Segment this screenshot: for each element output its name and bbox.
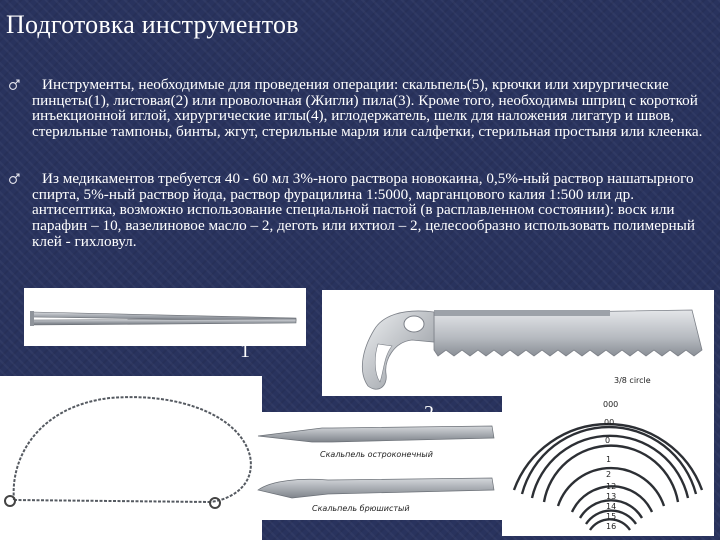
tweezers-image (24, 288, 306, 346)
figure-number-1: 1 (240, 340, 250, 362)
needle-size-label: 1 (606, 455, 612, 464)
needle-size-label: 14 (606, 502, 617, 511)
bullet-icon (8, 79, 20, 91)
bullet-instruments (8, 77, 708, 140)
needle-size-label: 16 (606, 522, 617, 531)
needle-size-label: 0 (605, 436, 611, 445)
scalpel-label-pointed: Скальпель остроконечный (320, 450, 433, 459)
needle-size-label: 2 (606, 470, 612, 479)
bullet-icon (8, 173, 20, 185)
needle-size-label: 13 (606, 492, 617, 501)
needle-size-label: 12 (606, 482, 617, 491)
needle-size-label: 00 (604, 418, 615, 427)
slide-title: Подготовка инструментов (6, 10, 299, 39)
needle-size-label: 15 (606, 512, 617, 521)
tweezers-icon (24, 288, 306, 346)
bullet-text: Из медикаментов требуется 40 - 60 мл 3%-ного раствора новокаина, 0,5%-ный раствор нашатырного спирта, 5%-ный раствор йода, раствор фурацилина 1:5000, марганцового калия 1:500 или др. антисептика, возможно использование специальной пастой (в расплавленном состоянии): воск или парафин – 10, вазелиновое масло – 2, деготь или ихтиол – 2, целесообразно использовать полимерный клей - гихловул. (32, 170, 696, 250)
bullet-medicines (8, 171, 708, 250)
needle-size-label: 000 (603, 400, 619, 409)
bullet-text: Инструменты, необходимые для проведения операции: скальпель(5), крючки или хирургические пинцеты(1), листовая(2) или проволочная (Жигли) пила(3). Кроме того, необходимы шприц с короткой инъекционной иглой, хирургические иглы(4), иглодержатель, шелк для наложения лигатур и швов, стерильные тампоны, бинты, жгут, стерильные марля или салфетки, стерильная простыня или клеенка. (32, 76, 703, 141)
wire-saw-image (0, 376, 262, 540)
wire-saw-icon (0, 376, 262, 540)
needle-label-circle: 3/8 circle (614, 376, 651, 385)
scalpel-label-bellied: Скальпель брюшистый (312, 504, 410, 513)
